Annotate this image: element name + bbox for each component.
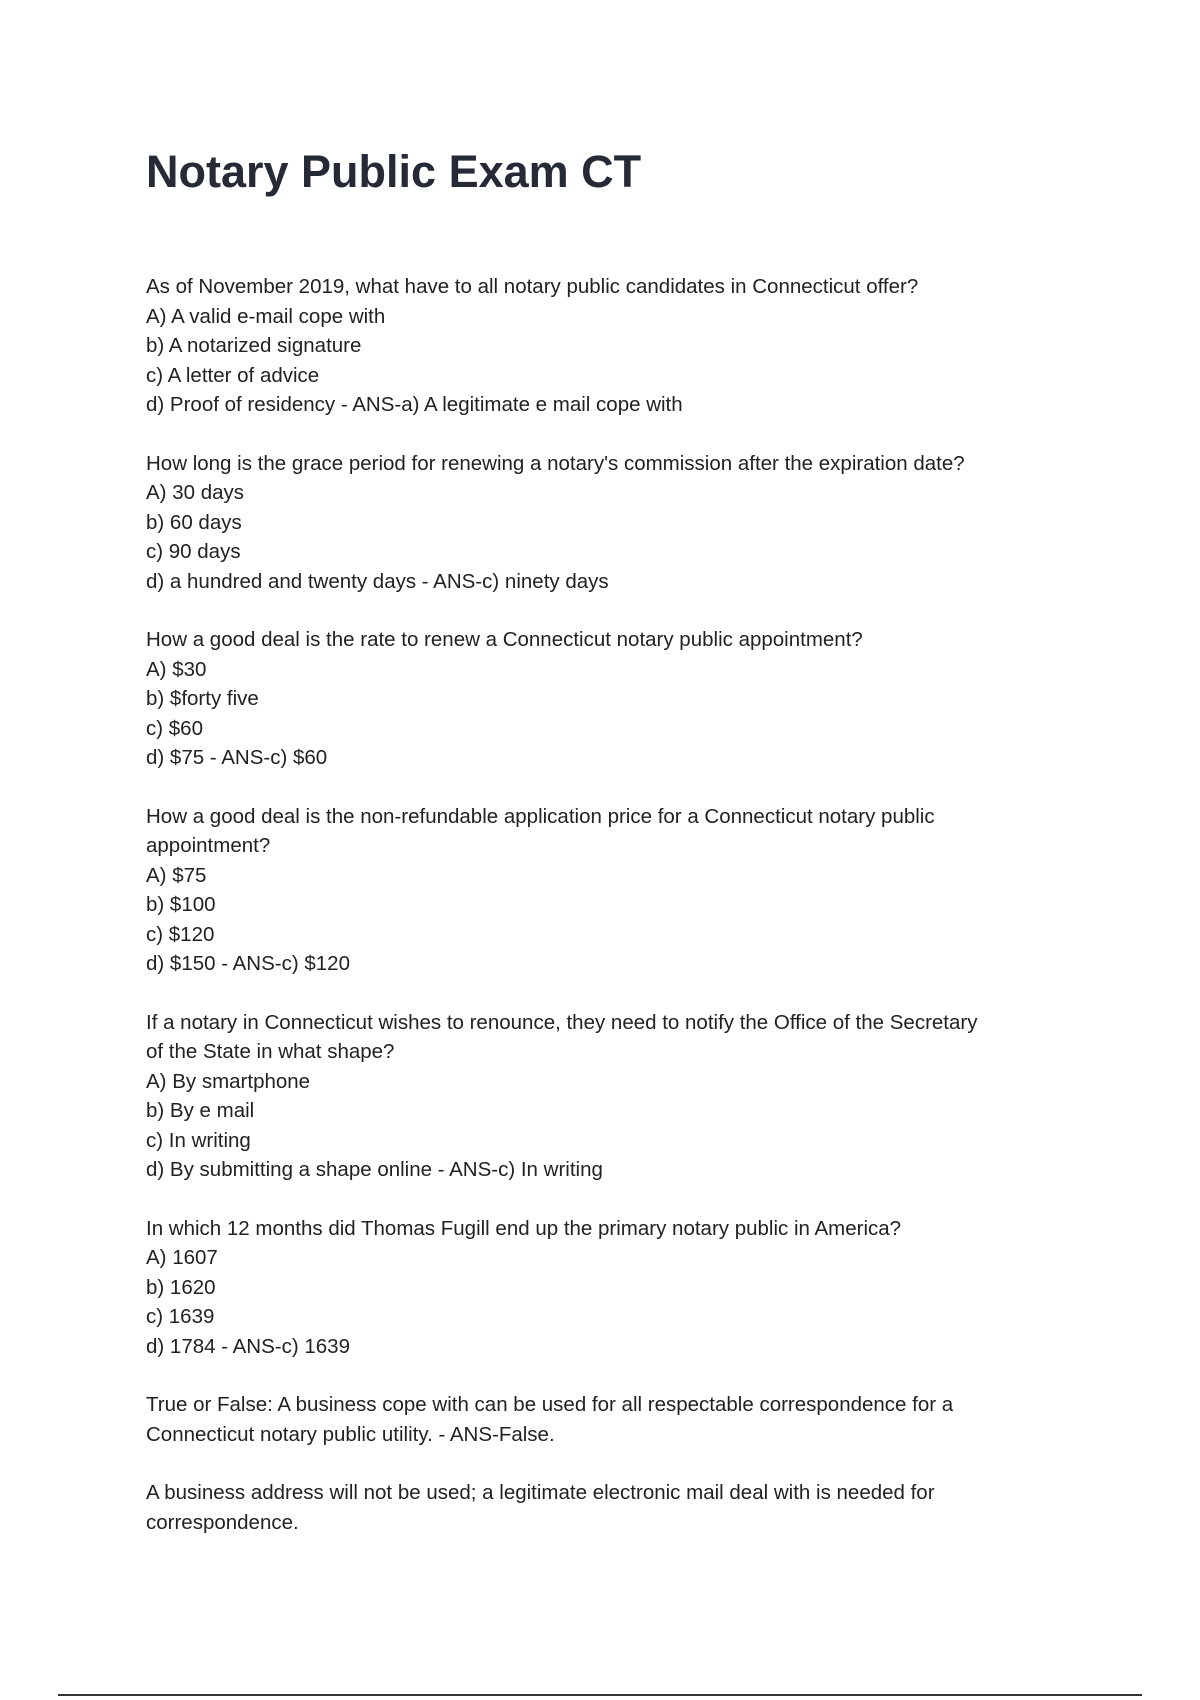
- question-block: [146, 802, 1066, 979]
- question-text: How a good deal is the rate to renew a Connecticut notary public appointment?: [146, 628, 863, 651]
- question-text: A business address will not be used; a legitimate electronic mail deal with is needed for: [146, 1481, 935, 1504]
- question-line: d) Proof of residency - ANS-a) A legitimate e mail cope with: [146, 393, 683, 416]
- question-text: As of November 2019, what have to all notary public candidates in Connecticut offer?: [146, 275, 919, 298]
- question-text: How a good deal is the non-refundable application price for a Connecticut notary public: [146, 804, 935, 828]
- question-line: d) 1784 - ANS-c) 1639: [146, 1334, 350, 1358]
- question-line: c) $60: [146, 716, 203, 740]
- question-text: True or False: A business cope with can be used for all respectable correspondence for a: [146, 1393, 954, 1416]
- question-line: b) 1620: [146, 1275, 216, 1299]
- question-text: How long is the grace period for renewing a notary's commission after the expiration date?: [146, 451, 965, 475]
- question-line: A) 30 days: [146, 481, 244, 504]
- question-text: In which 12 months did Thomas Fugill end up the primary notary public in America?: [146, 1216, 902, 1240]
- question-line: d) a hundred and twenty days - ANS-c) ninety days: [146, 569, 609, 593]
- question-block: [146, 1390, 1066, 1449]
- question-line: b) $100: [146, 893, 216, 916]
- question-line: c) $120: [146, 922, 215, 946]
- question-line: d) By submitting a shape online - ANS-c) In writing: [146, 1158, 603, 1181]
- question-line: d) $150 - ANS-c) $120: [146, 952, 350, 975]
- question-line: correspondence.: [146, 1510, 299, 1534]
- question-line: b) By e mail: [146, 1099, 255, 1122]
- question-block: [146, 1478, 1066, 1537]
- question-line: of the State in what shape?: [146, 1040, 395, 1063]
- page-title: Notary Public Exam CT: [146, 146, 642, 197]
- question-line: A) A valid e-mail cope with: [146, 304, 386, 328]
- question-block: [146, 1214, 1066, 1362]
- question-line: A) By smartphone: [146, 1069, 311, 1093]
- question-block: [146, 1008, 1066, 1185]
- question-block: [146, 625, 1066, 773]
- question-line: Connecticut notary public utility. - ANS-False.: [146, 1422, 555, 1446]
- question-line: A) 1607: [146, 1246, 218, 1269]
- question-line: c) In writing: [146, 1128, 251, 1152]
- question-list: [146, 272, 1066, 1566]
- question-block: [146, 272, 1066, 420]
- question-block: [146, 449, 1066, 597]
- question-line: A) $30: [146, 657, 207, 681]
- question-text: If a notary in Connecticut wishes to renounce, they need to notify the Office of the Secretary: [146, 1010, 978, 1034]
- question-line: c) A letter of advice: [146, 363, 320, 387]
- question-line: c) 1639: [146, 1305, 215, 1328]
- question-line: appointment?: [146, 834, 271, 857]
- question-line: A) $75: [146, 863, 207, 887]
- question-line: b) 60 days: [146, 510, 242, 534]
- question-line: b) $forty five: [146, 687, 259, 710]
- question-line: b) A notarized signature: [146, 334, 362, 357]
- question-line: c) 90 days: [146, 540, 241, 563]
- footer-divider: [58, 1694, 1142, 1696]
- question-line: d) $75 - ANS-c) $60: [146, 746, 328, 769]
